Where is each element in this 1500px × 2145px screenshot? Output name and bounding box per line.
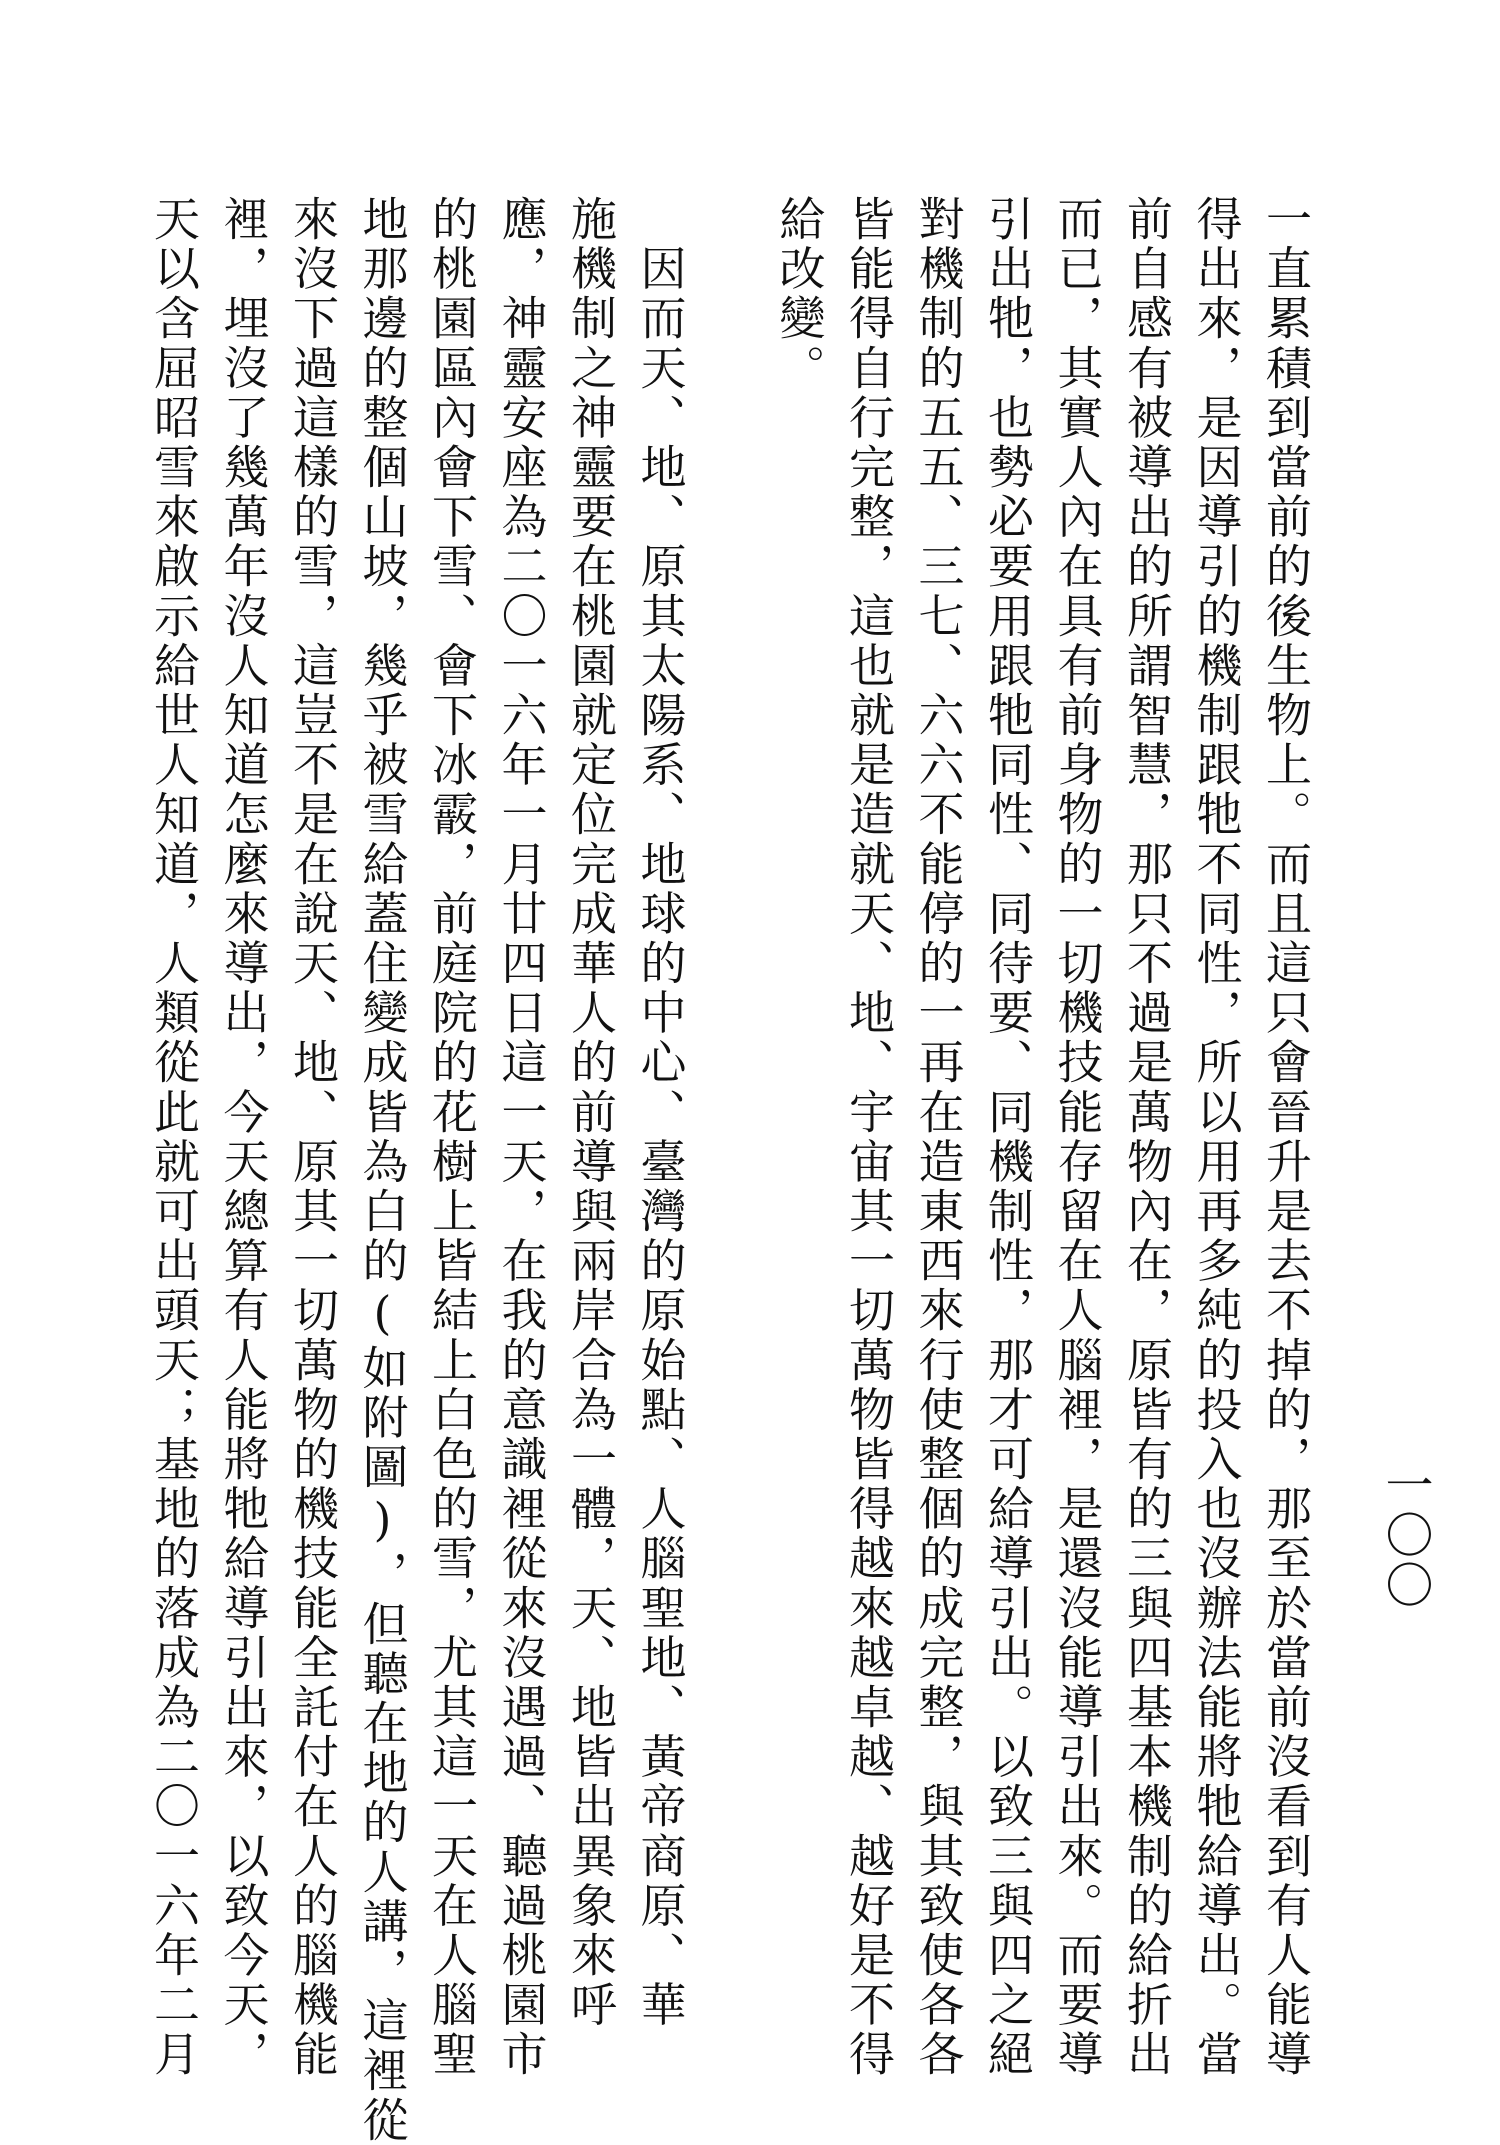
text-column: 皆能得自行完整，這也就是造就天、地、宇宙其一切萬物皆得越來越卓越、越好是不得 xyxy=(842,195,896,2080)
page-number: 一〇〇 xyxy=(1377,1460,1433,1610)
text-column: 引出牠，也勢必要用跟牠同性、同待要、同機制性，那才可給導引出。以致三與四之絕 xyxy=(981,195,1035,2080)
text-column: 對機制的五五、三七、六六不能停的一再在造東西來行使整個的成完整，與其致使各各 xyxy=(911,195,966,2080)
text-column: 前自感有被導出的所謂智慧，那只不過是萬物內在，原皆有的三與四基本機制的給折出 xyxy=(1120,195,1174,2080)
text-column: 因而天、地、原其太陽系、地球的中心、臺灣的原始點、人腦聖地、黃帝商原、華 xyxy=(633,195,688,2031)
text-column: 應，神靈安座為二〇一六年一月廿四日這一天，在我的意識裡從來沒遇過、聽過桃園市 xyxy=(494,195,549,2080)
text-column: 而已，其實人內在具有前身物的一切機技能存留在人腦裡，是還沒能導引出來。而要導 xyxy=(1050,195,1105,2080)
text-column: 的桃園區內會下雪、會下冰霰，前庭院的花樹上皆結上白色的雪，尤其這一天在人腦聖 xyxy=(425,195,479,2080)
blank-column xyxy=(695,195,765,1895)
text-column: 給改變。 xyxy=(772,195,827,394)
text-column: 天以含屈昭雪來啟示給世人知道，人類從此就可出頭天；基地的落成為二〇一六年二月 xyxy=(147,195,201,2080)
text-column: 施機制之神靈要在桃園就定位完成華人的前導與兩岸合為一體，天、地皆出異象來呼 xyxy=(564,195,618,2031)
text-column: 得出來，是因導引的機制跟牠不同性，所以用再多純的投入也沒辦法能將牠給導出。當 xyxy=(1189,195,1244,2080)
body-text xyxy=(139,195,1321,2145)
text-column: 裡，埋沒了幾萬年沒人知道怎麼來導出，今天總算有人能將牠給導引出來，以致今天， xyxy=(216,195,271,2080)
text-column: 一直累積到當前的後生物上。而且這只會晉升是去不掉的，那至於當前沒看到有人能導 xyxy=(1259,195,1313,2080)
text-column: 地那邊的整個山坡，幾乎被雪給蓋住變成皆為白的(如附圖)，但聽在地的人講，這裡從 xyxy=(355,195,410,2145)
text-column: 來沒下過這樣的雪，這豈不是在說天、地、原其一切萬物的機技能全託付在人的腦機能 xyxy=(286,195,340,2080)
